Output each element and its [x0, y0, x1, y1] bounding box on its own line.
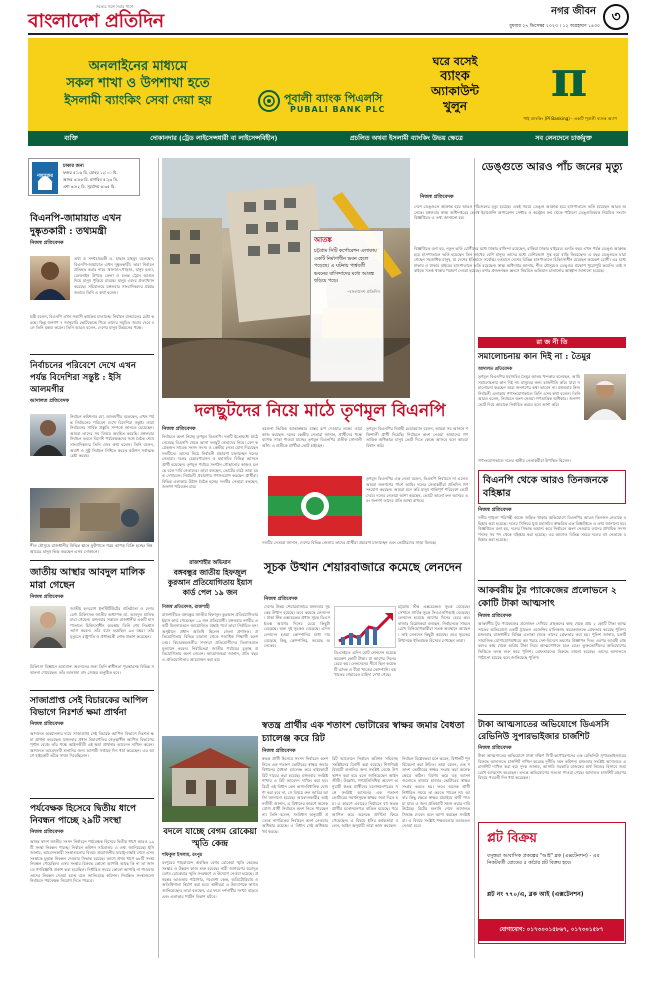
charge-body: টাকা আত্মসাতের অভিযোগে ঢাকা দক্ষিণ সিটি কর্পোরেশনের এক রেভিনিউ সুপারভাইজারের বিরুদ্ধে আদালতে চার্জশিট দাখিল করেছে দুর্নীতি দমন কমিশন। মঙ্গলবার সংশ্লিষ্ট আদালতে এ চার্জশিট দাখিল করা হয়। দুদক জানায়, আসামি সরকারি রাজস্বের অর্থ নিজের হিসাবে জমা রেখে আত্মসাৎ করেছেন। তদন্তে অভিযোগের সত্যতা পাওয়া গেছে। আদালত চার্জশিট গ্রহণের বিষয়ে পরবর্তী দিন ধার্য করেছেন।	[478, 753, 626, 781]
plot-sale-title: প্লট বিক্রয়	[487, 831, 537, 846]
ad-right-line3: অ্যাকাউন্ট	[430, 84, 480, 98]
bnp-flag-graphic	[268, 476, 362, 536]
masthead-rule	[28, 33, 628, 35]
rokeya-photo	[162, 736, 258, 822]
charge-headline: টাকা আত্মসাতের অভিযোগে ডিএসসি রেভিনিউ সুপারভাইজার চার্জশিট	[478, 720, 610, 742]
ad-bar-item: দোকানদার (ট্রেড লাইসেন্সধারী বা লাইসেন্সবিহীন)	[150, 134, 278, 142]
prayer-times-box	[28, 158, 140, 196]
share-body-col2: চট্টগ্রাম স্টক এক্সচেঞ্জেও সূচক বেড়েছে। সেখানে সার্বিক সূচক সিএএসপিআই বেড়েছে। লেনদেন হয়েছে আগের দিনের চেয়ে কম। বাজার বিশ্লেষকরা বলছেন, নির্বাচনকে সামনে রেখে বিনিয়োগকারীরা সতর্ক অবস্থানে আছেন। তাই লেনদেন কিছুটা কমেছে। তবে সূচকের উত্থানকে ইতিবাচক হিসেবে দেখছেন তারা।	[398, 604, 470, 643]
masthead	[0, 0, 650, 38]
writ-body-col1: স্বতন্ত্র প্রার্থী হিসেবে সংসদ নির্বাচনে অংশ নিতে এক শতাংশ ভোটারের স্বাক্ষর জমার বিধানের বৈধতা চ্যালেঞ্জ করে হাইকোর্টে রিট দায়ের করা হয়েছে। মঙ্গলবার সংশ্লিষ্ট শাখায় এ রিট আবেদন দাখিল করা হয়। রিটে এই বিধান কেন অসাংবিধানিক ঘোষণা করা হবে না, সে বিষয়ে রুল জারির আর্জি জানানো হয়েছে। আবেদনকারীর আইনজীবী জানান, এ বিধানের কারণে অনেক যোগ্য প্রার্থী নির্বাচনে অংশ নিতে পারছেন না। তিনি বলেন, সংবিধান অনুযায়ী প্রত্যেক নাগরিকের নির্বাচনে অংশ নেওয়ার অধিকার রয়েছে। এ বিধান সেই অধিকার খর্ব করছে।	[262, 756, 328, 834]
writ-body-col3: নির্বাচন বিশ্লেষকরা মনে করেন, বিধানটি পুনর্বিবেচনা করা উচিত। তারা বলেন, এক শতাংশ ভোটারের স্বাক্ষর সংগ্রহ করা অনেক ক্ষেত্রে কঠিন। বিশেষ করে বড় আসনগুলোতে হাজার হাজার ভোটারের স্বাক্ষর সংগ্রহ করতে হয়। ফলে অনেক প্রার্থী নির্ধারিত সময়ে তা করতে পারেন না। আবার কিছু ক্ষেত্রে স্বাক্ষর যাচাইয়ে ত্রুটি পাওয়া যায়। এ জন্য প্রক্রিয়াটি সহজ করার দাবি উঠেছে। রিটের শুনানি শেষে আদালত সিদ্ধান্ত দেবেন বলে আশা করছেন সংশ্লিষ্টরা। এ বিষয়ে সংশ্লিষ্ট পক্ষগুলোর মতামতও নেওয়া হবে।	[402, 756, 470, 829]
plot-sale-contact: যোগাযোগ: ০১৭৩০০১৫৮৬৭, ০১৭৩০১৫৮৭	[479, 919, 624, 941]
ad-bar-item: সব লেনদেনে চার্জমুক্ত	[535, 134, 592, 142]
rokeya-body: রংপুরের পায়রাবন্দে অবস্থিত বেগম রোকেয়া স্মৃতি কেন্দ্রের সংস্কার ও উন্নয়ন কাজ শুরু হয়েছে। নারী জাগরণের অগ্রদূত বেগম রোকেয়ার স্মৃতি সংরক্ষণে এ উদ্যোগ নেওয়া হয়েছে। প্রকল্পের আওতায় পাঠাগার, গবেষণা কেন্দ্র, অডিটোরিয়াম ও অতিথিশালা নির্মাণ করা হবে। স্থানীয়রা এ উদ্যোগকে স্বাগত জানিয়েছেন। তারা বলছেন, এর ফলে দর্শনার্থীর সংখ্যা বাড়বে এবং এলাকার পর্যটন বিকাশ ঘটবে।	[162, 860, 258, 899]
tourism-byline: নিজস্ব প্রতিবেদক	[30, 829, 64, 835]
election-foreign-body: নির্বাচন কমিশনার মো. আলমগীর বলেছেন, এখন পর্যন্ত নির্বাচনের পরিবেশ দেখে বিদেশিরা সন্তুষ্ট। তারা নির্বাচনের সার্বিক প্রস্তুতি সম্পর্কে জানতে চেয়েছেন। আমরা তাদের সব বিষয়ে অবহিত করেছি। মঙ্গলবার নির্বাচন ভবনে বিদেশি পর্যবেক্ষকদের সঙ্গে বৈঠক শেষে সাংবাদিকদের তিনি এসব কথা বলেন। তিনি বলেন, অবাধ ও সুষ্ঠু নির্বাচন নিশ্চিত করতে কমিশন সর্বাত্মক চেষ্টা করছে।	[70, 414, 154, 459]
share-headline: সূচক উত্থান শেয়ারবাজারে কমেছে লেনদেন	[264, 560, 462, 574]
writ-body-col2: রিট আবেদনে নির্বাচন কমিশন সচিবসহ সংশ্লিষ্টদের বিবাদী করা হয়েছে। শিগগিরই বিষয়টি শুনানির জন্য সংশ্লিষ্ট বেঞ্চে উপস্থাপন করা হবে বলে জানিয়েছেন আইনজীবী। উল্লেখ্য, গণপ্রতিনিধিত্ব আদেশ অনুযায়ী স্বতন্ত্র প্রার্থীদের মনোনয়নপত্রের সঙ্গে সংশ্লিষ্ট আসনের এক শতাংশ ভোটারের সমর্থনসূচক স্বাক্ষর জমা দিতে হয়। এ কারণে এবারের নির্বাচনে বহু স্বতন্ত্র প্রার্থীর মনোনয়নপত্র বাতিল হয়েছে। পরে আপিল করে অনেকে প্রার্থিতা ফিরে পেয়েছেন। এ বিষয়ে ইসির কর্মকর্তারা বলেন, আইন অনুযায়ী তারা কাজ করছেন।	[332, 756, 398, 829]
bnp-jamat-body-2: মন্ত্রী বলেন, বিএনপি এখন সন্ত্রাসী কার্যক্রম চালাচ্ছে। নির্বাচন বানচালের চেষ্টা করছে। কিন্তু জনগণ ৭ জানুয়ারি ভোটকেন্দ্রে গিয়ে তাদের সমুচিত জবাব দেবে বলে তিনি মন্তব্য করেন। তিনি আরও বলেন, দেশের মানুষ উন্নয়নের পক্ষে।	[30, 314, 154, 331]
taimur-body: তৃণমূল বিএনপির মহাসচিব তৈমুর আলম খন্দকার বলেছেন, আমি সমালোচনায় কান দিই না। মানুষের জন্য রাজনীতি করি। যারা সমালোচনা করছেন তারা জনগণের কথা ভাবেন না। মঙ্গলবার নিজ নির্বাচনী এলাকায় গণসংযোগকালে তিনি এসব কথা বলেন। তিনি আরও বলেন, নির্বাচনে অংশ নেওয়া গণতান্ত্রিক অধিকার। জনগণ ভোট দিয়ে আমাকে নির্বাচিত করবে বলে আশা করি।	[478, 374, 580, 407]
aid-byline: নিজস্ব প্রতিবেদক	[478, 613, 512, 619]
main-byline: নিজস্ব প্রতিবেদক	[162, 426, 196, 432]
section-name: নগর জীবন	[551, 6, 596, 17]
expel-body: দলীয় শৃঙ্খলা পরিপন্থী কাজে জড়িত থাকার অভিযোগে বিএনপির আরও তিনজন নেতাকে বহিষ্কার করা হয়েছে। দলের সিনিয়র যুগ্ম মহাসচিব স্বাক্ষরিত এক বিজ্ঞপ্তিতে এ তথ্য জানানো হয়। বিজ্ঞপ্তিতে বলা হয়, দলের সিদ্ধান্ত অমান্য করে নির্বাচনে অংশ নেওয়ায় তাদের প্রাথমিক সদস্য পদসহ সব পদ থেকে বহিষ্কার করা হয়েছে। এর আগেও বিভিন্ন সময়ে দলের বহু নেতাকে বহিষ্কার করা হয়েছে।	[478, 515, 626, 543]
writ-byline: নিজস্ব প্রতিবেদক	[262, 748, 296, 754]
taimur-body-2: গণসংযোগকালে দলের স্থানীয় নেতাকর্মীরা উপস্থিত ছিলেন।	[478, 458, 571, 463]
divider	[30, 798, 154, 799]
sajapraptha-body: আদালত অবমাননার দায়ে সাজাপ্রাপ্ত সেই বিচারক আপিল বিভাগে নিঃশর্ত ক্ষমা প্রার্থনা করেছেন। মঙ্গলবার প্রধান বিচারপতির নেতৃত্বাধীন আপিল বিভাগের পূর্ণাঙ্গ বেঞ্চে তাঁর পক্ষে আইনজীবী এই ক্ষমা প্রার্থনার আবেদন দাখিল করেন। আদালত আবেদনটি শুনানির জন্য আগামী সপ্তাহে দিন ধার্য করেছেন। এর আগে হাইকোর্ট তাঁকে সাজা দিয়েছিলেন।	[30, 731, 154, 759]
main-body-col2: বরগুনা ভিত্তিক আকাঙ্ক্ষার বাস্তব রূপ দেওয়ার লক্ষ্যে তারা কাজ করছেন। দলের কেন্দ্রীয় নেতারা জানান, প্রার্থীদের পক্ষে ব্যাপক সাড়া পাওয়া যাচ্ছে। তৃণমূল বিএনপির প্রতীক সোনালী আঁশ। এ প্রতীকে প্রার্থীরা ভোট চাইছেন।	[262, 426, 362, 448]
alert-credit: –বাংলাদেশ প্রতিদিন	[347, 288, 380, 294]
plot-sale-ad	[478, 822, 626, 944]
dengue-body-a: দেশে ডেঙ্গুতে আক্রান্ত হয়ে আরও পাঁচজনের মৃত্যু হয়েছে। একই সময়ে ডেঙ্গু আক্রান্ত হয়ে হাসপাতালে ভর্তি হয়েছেন আরও অনেকে। মঙ্গলবার স্বাস্থ্য অধিদপ্তরের হেলথ ইমার্জেন্সি অপারেশন সেন্টার ও কন্ট্রোল রুম থেকে পাঠানো ডেঙ্গুবিষয়ক নিয়মিত সংবাদ বিজ্ঞপ্তিতে এ তথ্য জানানো হয়।	[414, 204, 626, 221]
tourism-headline: পর্যবেক্ষক হিসেবে দ্বিতীয় ধাপে নিবন্ধন পাচ্ছে ২৯টি সংস্থা	[30, 804, 136, 826]
bnp-jamat-body: তথ্য ও সম্প্রচারমন্ত্রী ড. হাছান মাহমুদ বলেছেন, বিএনপি-জামায়াত এখন দুষ্কৃতকারী। তারা নির্বাচন প্রতিহত করার নামে জ্বালাও-পোড়াও, মানুষ হত্যা, রেললাইন উপড়ে ফেলা ও চলন্ত ট্রেনে আগুন দিয়ে মানুষ পুড়িয়ে মারছে। মানুষ এদের প্রত্যাখ্যান করেছে। সচিবালয়ে মঙ্গলবার সাংবাদিকদের প্রশ্নের জবাবে তিনি এ কথা বলেন।	[74, 256, 154, 295]
election-foreign-byline: আদালত প্রতিবেদক	[30, 398, 69, 404]
expel-byline: নিজস্ব প্রতিবেদক	[478, 507, 512, 513]
ad-right-text	[400, 54, 510, 114]
rajshahi-kicker: রাজশাহীর অভিযান	[189, 560, 231, 566]
taimur-headline: সমালোচনায় কান দিই না : তৈমুর	[478, 352, 591, 362]
warehouse-photo	[30, 488, 154, 542]
ad-brand-bn: পূবালী ব্যাংক পিএলসি	[284, 92, 383, 105]
info-minister-photo	[30, 256, 70, 300]
ad-left-line1: অনলাইনের মাধ্যমে	[88, 59, 188, 74]
bnp-jamat-byline: নিজস্ব প্রতিবেদক	[30, 240, 64, 246]
column-divider	[158, 158, 159, 958]
writ-headline: স্বতন্ত্র প্রার্থীর এক শতাংশ ভোটারের স্বাক্ষর জমার বৈধতা চ্যালেঞ্জ করে রিট	[262, 720, 465, 744]
abdul-malik-photo	[30, 606, 66, 648]
taimur-byline: আদালত প্রতিবেদক	[478, 367, 513, 372]
expel-headline: বিএনপি থেকে আরও তিনজনকে বহিষ্কার	[483, 475, 609, 499]
issue-date: বুধবার ২৭ ডিসেম্বর ২০২৩ । ১২ অগ্রহায়ণ ১৪৩০	[509, 24, 600, 29]
rajshahi-headline: বঙ্গবন্ধুর জাতীয় হিফজুল কুরআন প্রতিযোগিতায় ইয়াস কার্ড পেল ১৯ জন	[167, 568, 253, 597]
rajshahi-body: রাজশাহীতে বঙ্গবন্ধুর জাতীয় হিফজুল কুরআন প্রতিযোগিতায় ইয়াস কার্ড পেয়েছেন ১৯ জন প্রতিযোগী। মঙ্গলবার নগরীর একটি মিলনায়তনে আয়োজিত বাছাই পর্বে তারা নির্বাচিত হন। অনুষ্ঠানে প্রধান অতিথি ছিলেন জেলা প্রশাসক। প্রতিযোগিতায় বিভিন্ন মাদ্রাসা থেকে শতাধিক শিক্ষার্থী অংশ নেয়। বিচারকমণ্ডলীর সদস্যরা প্রতিযোগীদের তিলাওয়াত মূল্যায়ন করেন। নির্বাচিতরা জাতীয় পর্যায়ের চূড়ান্ত প্রতিযোগিতায় অংশ নেবেন। আয়োজকরা জানান, প্রতি বছর এ প্রতিযোগিতার আয়োজন করা হয়।	[162, 612, 258, 662]
warehouse-caption: শীত মৌসুমে রাজধানীর বিভিন্ন স্থানে ফুটপাতে গরম কাপড় বিক্রি হচ্ছে। নিম্ন আয়ের মানুষ ভিড় করছেন এসব দোকানে।	[30, 543, 153, 554]
ec-alamgir-photo	[30, 414, 66, 456]
jatiya-body: জাতীয় হৃদরোগ ইনস্টিটিউটের প্রতিষ্ঠাতা ও দেশবরেণ্য চিকিৎসক জাতীয় অধ্যাপক ডা. আবদুল মালিক মারা গেছেন। মঙ্গলবার সকালে রাজধানীর একটি হাসপাতালে চিকিৎসাধীন অবস্থায় তিনি শেষ নিঃশ্বাস ত্যাগ করেন। তাঁর বয়স হয়েছিল ৯৩ বছর। তাঁর মৃত্যুতে রাষ্ট্রপতি ও প্রধানমন্ত্রী শোক প্রকাশ করেছেন।	[70, 606, 154, 639]
ad-right-line2: ব্যাংক	[440, 69, 470, 84]
rokeya-byline: শফিকুল ইসলাম, রংপুর	[162, 853, 202, 858]
share-body-col1b: ডিএসইতে এদিন মোট লেনদেন হয়েছে কয়েকশ কোটি টাকা। যা আগের দিনের চেয়ে কম। লেনদেনের শীর্ষে ছিল কয়েকটি ব্যাংক ও বীমা খাতের কোম্পানি। বস্ত্র খাতের শেয়ারেও চাহিদা দেখা গেছে।	[334, 650, 396, 678]
aid-body: আকর্ষণীয় টুর প্যাকেজের প্রলোভন দেখিয়ে গ্রাহকদের কাছ থেকে প্রায় ২ কোটি টাকা আত্মসাতের অভিযোগে একটি ট্রাভেল এজেন্সির মালিকসহ কয়েকজনকে গ্রেফতার করেছে পুলিশ। মঙ্গলবার রাজধানীর বিভিন্ন এলাকা থেকে তাদের গ্রেফতার করা হয়। পুলিশ জানায়, চক্রটি সামাজিক যোগাযোগমাধ্যমে কম খরচে দেশ-বিদেশে ভ্রমণের বিজ্ঞাপন দিত। এরপর আগ্রহী গ্রাহকদের কাছ থেকে অগ্রিম টাকা নিয়ে আত্মগোপনে চলে যেত। ভুক্তভোগীদের অভিযোগের ভিত্তিতে তদন্ত শুরু করে পুলিশ। গ্রেফতারদের বিরুদ্ধে মামলা হয়েছে। তাদের আদালতে পাঠানো হয়েছে বলে জানিয়েছে পুলিশ।	[478, 621, 626, 660]
share-body-col1: দেশের উভয় শেয়ারবাজারে মঙ্গলবার সূচকের উত্থান হয়েছে। তবে কমেছে লেনদেন। ঢাকা স্টক এক্সচেঞ্জের প্রধান সূচক ডিএসইএক্স আগের দিনের চেয়ে কিছুটা বেড়েছে। অন্য দুই সূচকও বেড়েছে। এদিন লেনদেন হওয়া কোম্পানির মধ্যে দাম বেড়েছে কিছু কোম্পানির, কমেছে অনেকের।	[264, 604, 330, 649]
ad-brand-en: PUBALI BANK PLC	[290, 105, 386, 114]
ad-bottom-bar	[28, 131, 628, 146]
newspaper-logo: বাংলাদেশ প্রতিদিন	[28, 10, 164, 32]
divider	[478, 580, 626, 581]
jatiya-headline: জাতীয় আস্থার আবদুল মালিক মারা গেছেন	[30, 567, 145, 591]
prayer-row: ফজর ৫:১৬ মি. যোহর ১২:০০ মি.	[63, 170, 118, 175]
masthead-tagline: সত্যের সঙ্গে সবার পাশে	[96, 4, 134, 9]
plot-sale-text: বসুন্ধরা আবাসিক প্রকল্পের "আই" ব্লক (এক্সটেনশন) - এর নিকটবর্তী রোডের ৫ কাঠার প্লট বিক্রয় হবে।	[487, 853, 600, 867]
dengue-byline: নিজস্ব প্রতিবেদক	[420, 194, 454, 200]
plot-sale-plot: প্লট নং ৭৭০/এ, ব্লক আই (এক্সটেনশন)	[487, 891, 584, 898]
jatiya-byline: নিজস্ব প্রতিবেদক	[30, 594, 64, 600]
prayer-sub: ঢাকার জন্য	[63, 164, 84, 169]
prayer-row: আসর ৩:৪৬ মি. মাগরিব ৫:২৩ মি.	[63, 177, 119, 182]
aid-headline: আকবরীয় টুর প্যাকেজের প্রলোভনে ২ কোটি টাকা আত্মসাৎ	[478, 585, 617, 609]
charge-byline: নিজস্ব প্রতিবেদক	[478, 745, 512, 751]
stock-chart-graphic	[334, 606, 396, 648]
ad-bar-item: প্রচলিত অথবা ইসলামী ব্যাংকিং উভয় ক্ষেত্রে	[349, 134, 463, 142]
taimur-photo	[584, 374, 626, 420]
ad-bar-item: ব্যক্তি	[64, 134, 78, 142]
alert-text: চট্টগ্রাম সিটি কর্পোরেশন এলাকায় একটি নির্মাণাধীন ভবন হেলে পড়েছে। এ ঘটনায় পার্শ্ববর্তী ভবনের বাসিন্দাদের মধ্যে আতঙ্ক ছড়িয়ে পড়ে।	[314, 249, 377, 285]
sajapraptha-headline: সাজাপ্রাপ্ত সেই বিচারকের আপিল বিভাগে নিঃশর্ত ক্ষমা প্রার্থনা	[30, 696, 148, 718]
bnp-jamat-headline: বিএনপি-জামায়াত এখন দুষ্কৃতকারী : তথ্যমন্ত্রী	[30, 213, 122, 237]
rokeya-headline: বদলে যাচ্ছে বেগম রোকেয়া স্মৃতি কেন্দ্র	[163, 827, 257, 849]
pubali-bank-ad	[28, 38, 628, 146]
pi-banking-icon: π	[550, 49, 588, 108]
prayer-title: নামাজের সময়সূচি	[37, 174, 53, 186]
ad-left-line3: ইসলামী ব্যাংকিং সেবা দেয়া হয়	[64, 93, 212, 107]
jatiya-body-2: চিকিৎসা বিজ্ঞানে অসামান্য অবদানের জন্য তিনি স্বাধীনতা পুরস্কারসহ বিভিন্ন সম্মাননা পেয়েছেন। তাঁর জানাজা বাদ জোহর অনুষ্ঠিত হবে।	[30, 664, 154, 675]
dengue-body-b: বিজ্ঞপ্তিতে বলা হয়, নতুন ভর্তি রোগীদের মধ্যে ঢাকার বাসিন্দা রয়েছেন, বাকিরা ঢাকার বাইরের। চলতি বছর এখন পর্যন্ত ডেঙ্গু আক্রান্ত হয়ে হাসপাতালে ভর্তি হয়েছেন তিন লাখের বেশি মানুষ। তাদের মধ্যে বেশিরভাগ সুস্থ হয়ে বাড়ি ফিরেছেন। এ বছর ডেঙ্গুতে মারা গেছেন সহস্রাধিক মানুষ, যা দেশের ইতিহাসে সর্বোচ্চ। বর্তমানে দেশের বিভিন্ন হাসপাতালে চিকিৎসাধীন রয়েছেন কয়েকশ রোগী। এর মধ্যে ঢাকায় ও ঢাকার বাইরের হাসপাতালে ভর্তি রয়েছেন। স্বাস্থ্য অধিদপ্তর জানায়, শীত মৌসুমেও ডেঙ্গুর প্রকোপ পুরোপুরি কমেনি। তাই সবাইকে সতর্ক থাকার পরামর্শ দেওয়া হয়েছে। মশার প্রজননস্থল ধ্বংসে নিয়মিত অভিযান চালানোর আহ্বান জানানো হয়েছে।	[414, 246, 626, 274]
ad-left-line2: সকল শাখা ও উপশাখা হতে	[66, 76, 210, 91]
alert-title: আতঙ্ক	[314, 236, 332, 244]
main-body-col3: তৃণমূল বিএনপির নির্বাহী চেয়ারম্যান বলেন, আমরা সব আসনে শক্তিশালী প্রার্থী দিয়েছি। নির্বাচনে অংশ নেওয়া আমাদের গণতান্ত্রিক অধিকার। মানুষ ভোট দিতে কেন্দ্রে আসবে বলে আমরা বিশ্বাস করি।	[366, 426, 468, 448]
sajapraptha-byline: নিজস্ব প্রতিবেদক	[30, 721, 64, 727]
politics-section-bar	[478, 337, 626, 348]
divider	[478, 714, 626, 715]
main-body-col4: দলটির নেতারা জানান, দেশের বিভিন্ন জেলায় তাদের প্রার্থীরা প্রচারণা চালাচ্ছেন এবং ভোটারদের সাড়া মিলছে।	[262, 540, 437, 545]
ad-left-text	[38, 58, 238, 109]
divider	[30, 560, 154, 561]
prayer-row: এশা ৬:৪২ মি. সূর্যোদয় ৬:৩৫ মি.	[63, 184, 116, 189]
main-body-col5: তৃণমূল বিএনপির এক নেতা বলেন, বিএনপি নির্বাচনে না এলেও আমরা জনগণের পাশে আছি। দলের নেতাকর্মীরা প্রতিদিন গণসংযোগ করছেন। আমরা মনে করি মানুষ শান্তিপূর্ণ পরিবেশে ভোট দেবে। দলের নেতারা আশা করছেন, ভোটে ভালো ফল আসবে এবং জনগণ তাদের প্রতি আস্থা রাখবে।	[366, 476, 468, 504]
alert-box	[310, 230, 384, 382]
divider	[30, 354, 154, 355]
dengue-headline: ডেঙ্গুতে আরও পাঁচ জনের মৃত্যু	[481, 161, 623, 173]
ad-right-small: পাই ব্যাংকিং (PI Banking) - একটি পূবালী ব্যাংক অ্যাপ	[523, 116, 617, 121]
pubali-logo-icon	[258, 90, 280, 112]
politics-section-label: রা জ নী তি	[536, 338, 568, 346]
expel-box	[478, 470, 626, 504]
share-byline: নিজস্ব প্রতিবেদক	[264, 596, 298, 602]
rajshahi-byline: নিজস্ব প্রতিবেদক, রাজশাহী	[162, 605, 210, 610]
ad-right-line1: ঘরে বসেই	[432, 55, 478, 68]
page-number: ৩	[603, 4, 629, 30]
main-headline: দলছুটদের নিয়ে মাঠে তৃণমূল বিএনপি	[194, 401, 446, 421]
tourism-body: আসন্ন দ্বাদশ জাতীয় সংসদ নির্বাচনে পর্যবেক্ষক হিসেবে দ্বিতীয় ধাপে আরও ২৯টি সংস্থা নিবন্ধন পাচ্ছে। নির্বাচন কমিশন সচিবালয় এ তথ্য জানিয়েছে। ইসি জানায়, আবেদনকারী সংস্থাগুলোর বিষয়ে প্রয়োজনীয় যাচাই-বাছাই শেষে এসব সংস্থাকে চূড়ান্ত নিবন্ধন দেওয়ার সিদ্ধান্ত হয়েছে। আগে প্রথম ধাপে ৬৮টি সংস্থা নিবন্ধন পেয়েছিল। এসব সংস্থার বিরুদ্ধে কোনো আপত্তি আছে কি না তা জানতে গণবিজ্ঞপ্তি প্রকাশ করা হয়েছিল। নির্ধারিত সময়ে কোনো আপত্তি না পাওয়ায় তাদের নিবন্ধন দেওয়া হচ্ছে বলে জানিয়েছে কমিশন। নিবন্ধিত সংস্থাগুলো নির্বাচনে পর্যবেক্ষক নিয়োগ দিতে পারবে।	[30, 839, 154, 884]
main-body-col1: নির্বাচনে অংশ নিচ্ছে তৃণমূল বিএনপি। দলটি ইতোমধ্যে মাঠে নেমেছে বিএনপি থেকে আসা দলছুট নেতাদের নিয়ে। বেশ কয়েকজন সাবেক সংসদ সদস্য ও কেন্দ্রীয় নেতা যোগ দিয়েছেন দলটিতে। তাদের নিয়ে নির্বাচনী প্রচারণা চালাচ্ছেন দলের নেতারা। দলের চেয়ারপারসন ও মহাসচিব বিভিন্ন আসনে প্রার্থী হয়েছেন। তৃণমূল পর্যায়ে সংগঠন গোছানোর কাজও চলছে বলে দাবি নেতাদের। তারা বলছেন, ভোটের মাঠে তারা চমক দেখাবেন। নির্বাচনী প্রচারণায় গণসংযোগ করছেন প্রার্থীরা। বিভিন্ন এলাকায় উঠান বৈঠক হচ্ছে। দলটির নেতারা বলছেন, জনগণ পরিবর্তন চায়।	[162, 434, 258, 490]
ad-right-line4: খুলুন	[443, 99, 467, 113]
election-foreign-headline: নির্বাচনের পরিবেশে দেখে এখন পর্যন্ত বিদেশিরা সন্তুষ্ট : ইসি আলমগীর	[30, 361, 136, 395]
divider	[30, 690, 154, 691]
